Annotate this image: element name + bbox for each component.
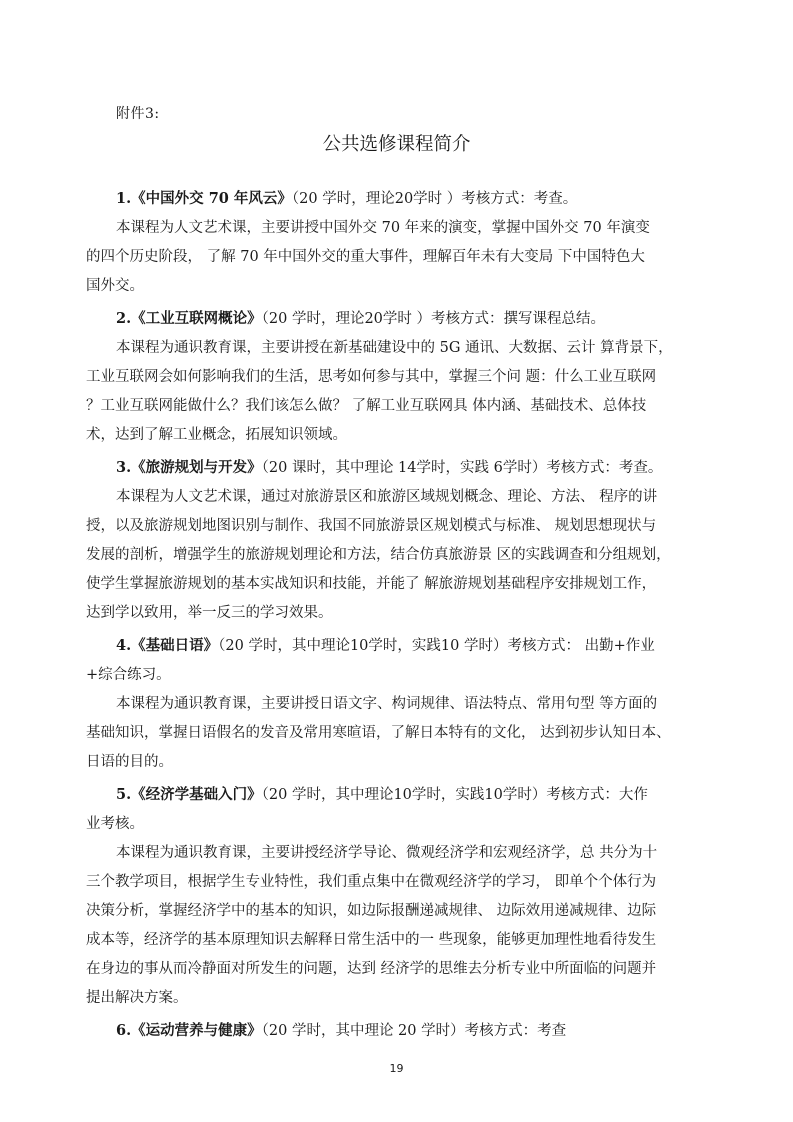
course-list <box>86 184 708 1046</box>
course-section <box>86 631 708 777</box>
course-description-line: 达到学以致用，举一反三的学习效果。 <box>86 605 333 621</box>
course-description-line: 在身边的事从而冷静面对所发生的问题，达到 经济学的思维去分析专业中所面临的问题并 <box>86 961 657 977</box>
course-description-line: 使学生掌握旅游规划的基本实战知识和技能，并能了 解旅游规划基础程序安排规划工作， <box>86 576 657 592</box>
course-description-line: 国外交。 <box>86 278 144 294</box>
course-info: （20 学时，其中理论10学时，实践10学时）考核方式：大作 <box>261 787 648 803</box>
course-number: 2. <box>116 310 132 327</box>
course-description-line: 授，以及旅游规划地图识别与制作、我国不同旅游景区规划模式与标准、 规划思想现状与 <box>86 518 657 534</box>
course-number: 6. <box>116 1022 132 1039</box>
course-description-line: 工业互联网会如何影响我们的生活，思考如何参与其中，掌握三个问 题：什么工业互联网 <box>86 369 657 385</box>
course-description-line: ？工业互联网能做什么？我们该怎么做？ 了解工业互联网具 体内涵、基础技术、总体技 <box>86 398 647 414</box>
course-number: 3. <box>116 459 132 476</box>
course-name: 《工业互联网概论》 <box>131 310 262 327</box>
course-description-line: 基础知识，掌握日语假名的发音及常用寒暄语，了解日本特有的文化， 达到初步认知日本、 <box>86 725 671 741</box>
course-heading <box>86 631 708 661</box>
course-info: （20 课时，其中理论 14学时，实践 6学时）考核方式：考查。 <box>261 460 663 476</box>
course-description-line: 本课程为人文艺术课，主要讲授中国外交 70 年来的演变，掌握中国外交 70 年演变 <box>116 220 650 236</box>
course-number: 5. <box>116 786 132 803</box>
course-description-line: 三个教学项目，根据学生专业特性，我们重点集中在微观经济学的学习， 即单个个体行为 <box>86 874 657 890</box>
course-number: 4. <box>116 637 132 654</box>
course-info: （20 学时，其中理论10学时，实践10 学时）考核方式： 出勤+作业 <box>218 638 655 654</box>
course-heading <box>86 304 708 334</box>
course-description-line: 本课程为人文艺术课，通过对旅游景区和旅游区域规划概念、理论、方法、 程序的讲 <box>116 489 658 505</box>
course-name: 《运动营养与健康》 <box>131 1022 262 1039</box>
course-info: （20 学时，其中理论 20 学时）考核方式：考查 <box>261 1023 567 1039</box>
course-description-line: 日语的目的。 <box>86 754 173 770</box>
course-name: 《经济学基础入门》 <box>131 786 262 803</box>
course-description-line: 的四个历史阶段， 了解 70 年中国外交的重大事件，理解百年未有大变局 下中国特色大 <box>86 249 645 265</box>
course-section <box>86 780 708 1013</box>
course-name: 《旅游规划与开发》 <box>131 459 262 476</box>
course-heading <box>86 780 708 810</box>
course-section <box>86 1016 708 1046</box>
course-description-line: 本课程为通识教育课，主要讲授日语文字、构词规律、语法特点、常用句型 等方面的 <box>116 696 658 712</box>
course-number: 1. <box>116 190 132 207</box>
course-heading <box>86 184 708 214</box>
course-info-continuation: 业考核。 <box>86 816 144 832</box>
page-title: 公共选修课程简介 <box>322 134 471 155</box>
attachment-label: 附件3: <box>116 106 160 122</box>
course-description-line: 提出解决方案。 <box>86 990 188 1006</box>
course-info: （20 学时，理论20学时 ）考核方式：撰写课程总结。 <box>261 311 606 327</box>
course-description-line: 发展的剖析，增强学生的旅游规划理论和方法，结合仿真旅游景 区的实践调查和分组规划， <box>86 547 671 563</box>
course-info: （20 学时，理论20学时 ）考核方式：考查。 <box>291 191 578 207</box>
course-description-line: 本课程为通识教育课，主要讲授在新基础建设中的 5G 通讯、大数据、云计 算背景下， <box>116 340 673 356</box>
course-name: 《基础日语》 <box>131 637 219 654</box>
page-number: 19 <box>389 1062 404 1075</box>
course-description-line: 术，达到了解工业概念，拓展知识领域。 <box>86 427 347 443</box>
course-section <box>86 453 708 628</box>
course-heading <box>86 453 708 483</box>
course-description-line: 成本等，经济学的基本原理知识去解释日常生活中的一 些现象，能够更加理性地看待发生 <box>86 932 657 948</box>
course-section <box>86 304 708 450</box>
course-name: 《中国外交 70 年风云》 <box>131 190 292 207</box>
course-description-line: 决策分析，掌握经济学中的基本的知识，如边际报酬递减规律、 边际效用递减规律、边际 <box>86 903 657 919</box>
course-info-continuation: +综合练习。 <box>86 667 171 683</box>
course-description-line: 本课程为通识教育课，主要讲授经济学导论、微观经济学和宏观经济学，总 共分为十 <box>116 845 658 861</box>
course-heading <box>86 1016 708 1046</box>
course-section <box>86 184 708 301</box>
